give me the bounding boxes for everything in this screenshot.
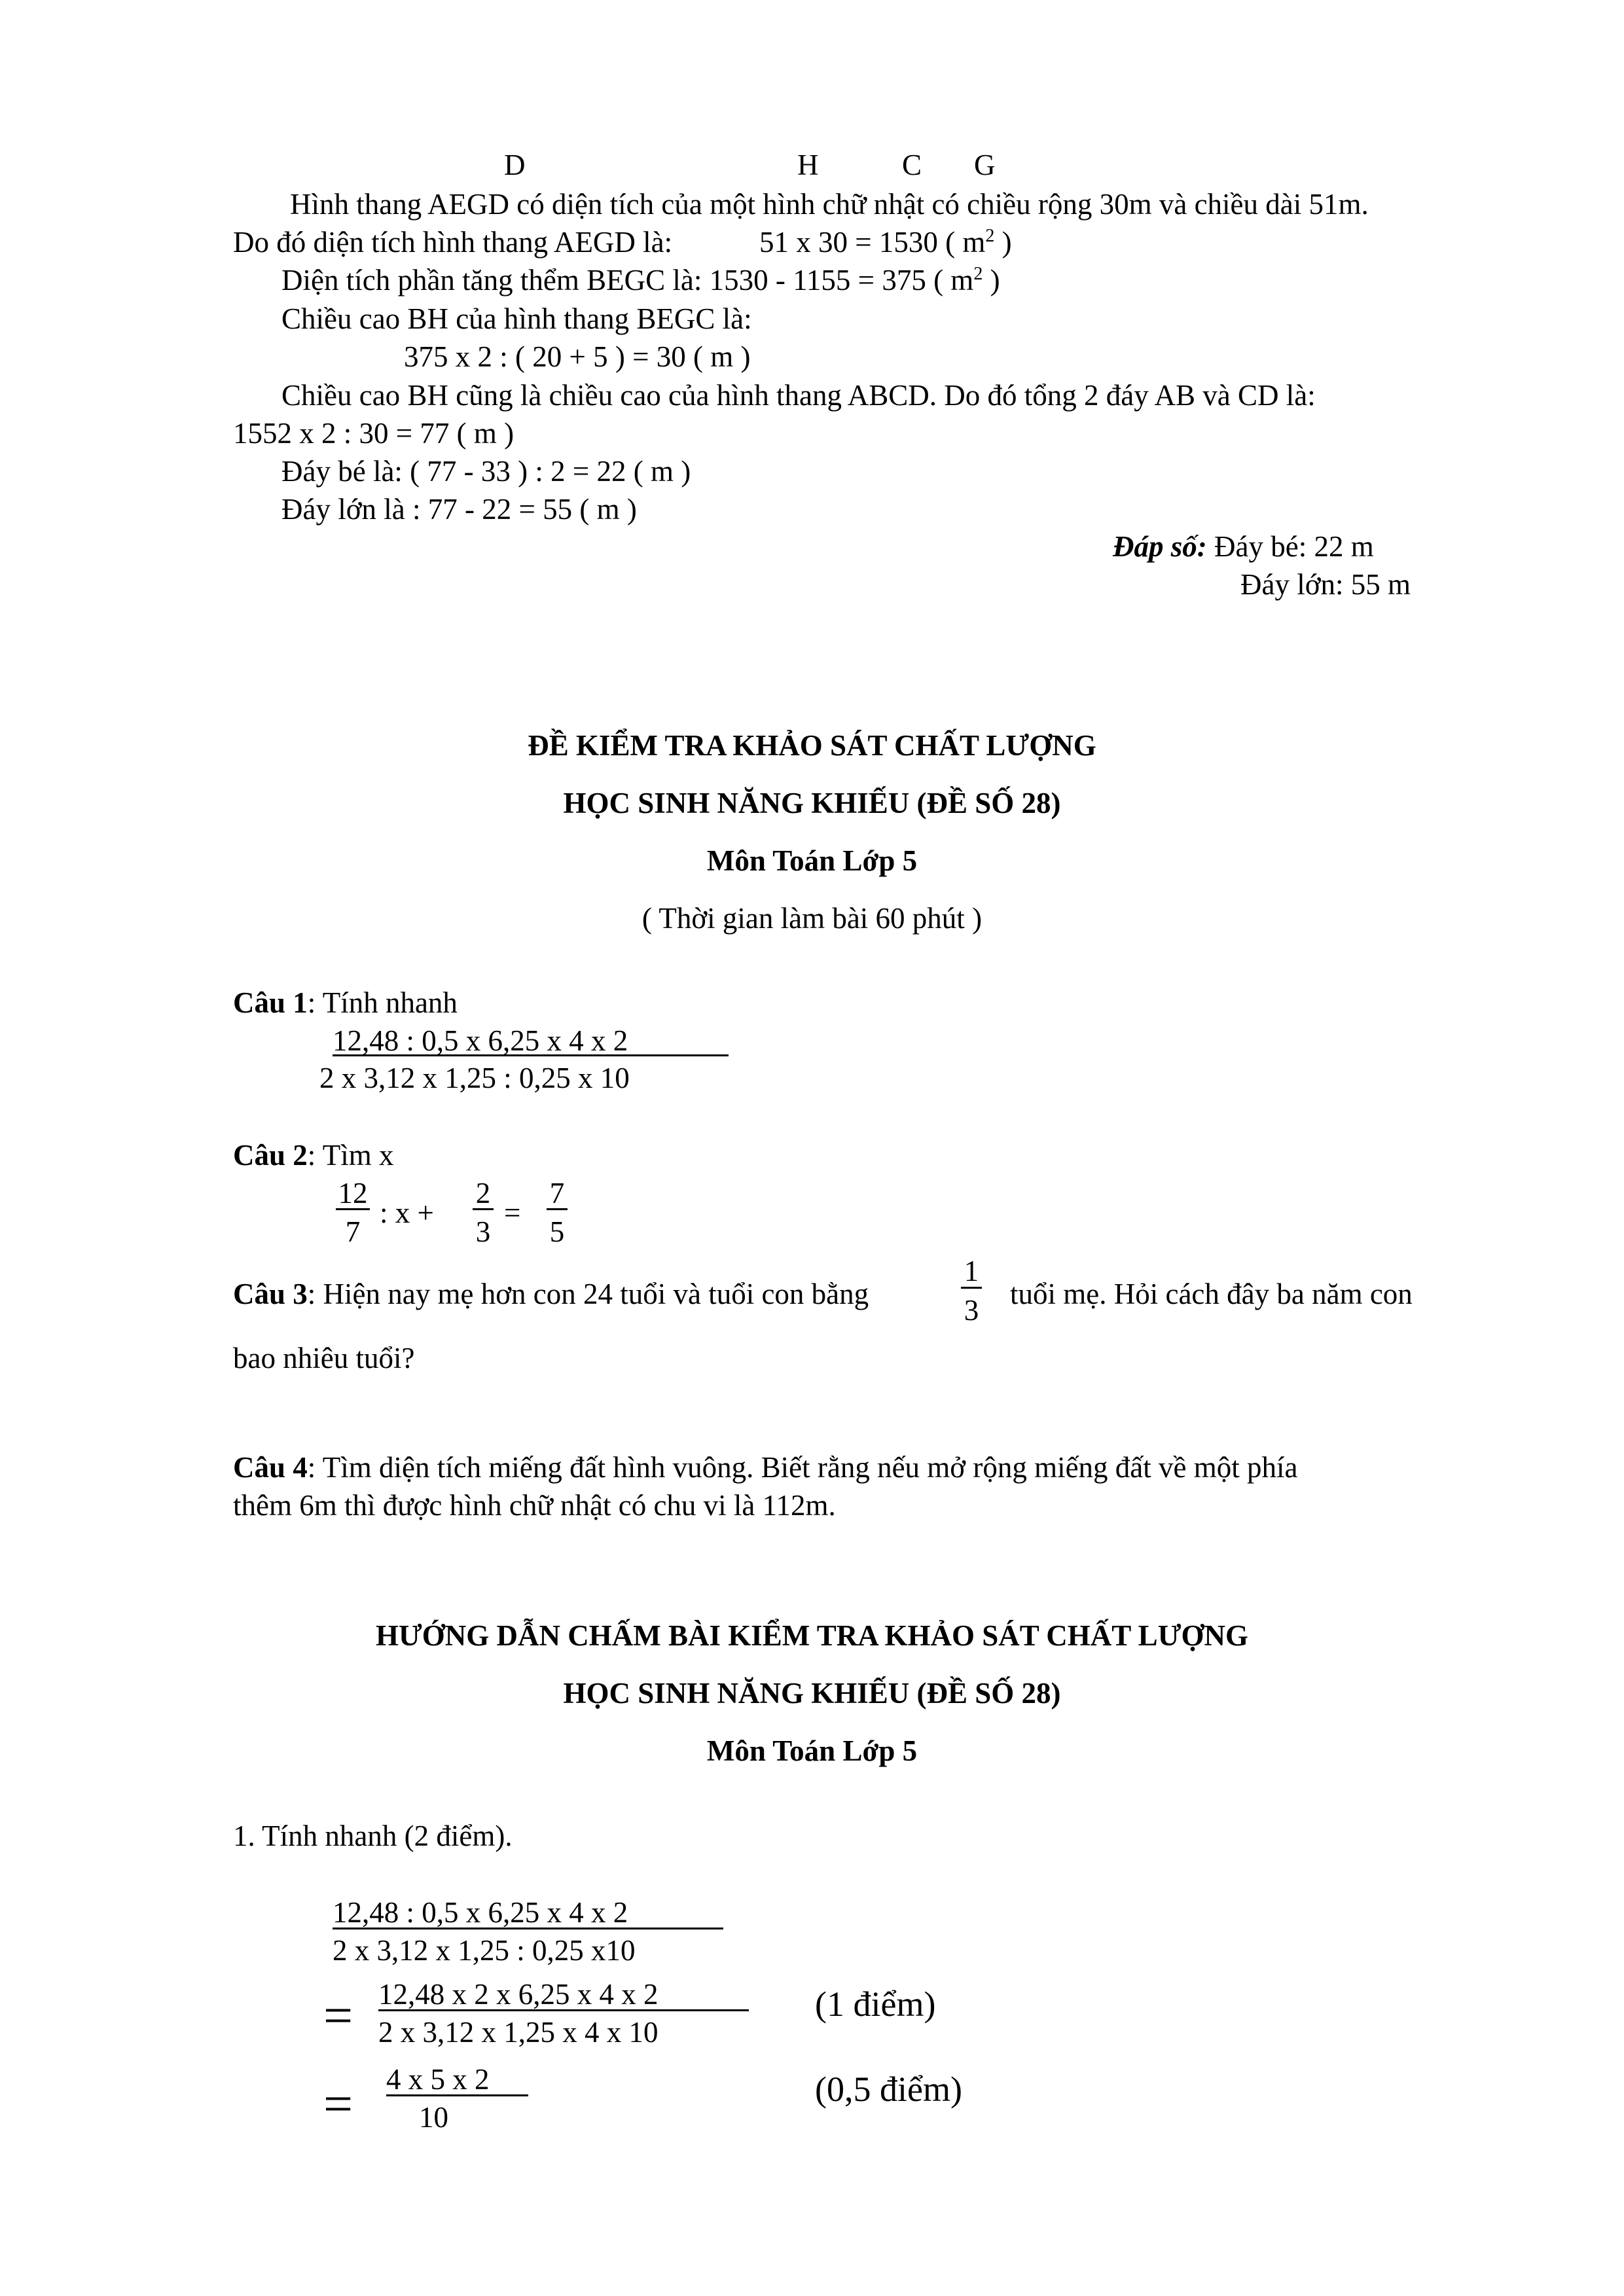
solution-line-6: Chiều cao BH cũng là chiều cao của hình thang ABCD. Do đó tổng 2 đáy AB và CD là:	[281, 379, 1316, 412]
guide-title-2: HỌC SINH NĂNG KHIẾU (ĐỀ SỐ 28)	[563, 1677, 1061, 1710]
solution-line-2: Do đó diện tích hình thang AEGD là:	[233, 226, 673, 259]
answer-line-2: Đáy lớn: 55 m	[1240, 568, 1411, 601]
q2-fraction-3-den: 5	[549, 1215, 565, 1248]
figure-label-h: H	[797, 149, 819, 181]
question-3: Câu 3: Hiện nay mẹ hơn con 24 tuổi và tuổi con bằng	[233, 1278, 869, 1310]
guide-step0-bar	[333, 1928, 723, 1929]
q3-fraction-num: 1	[964, 1255, 979, 1287]
q2-fraction-1-bar	[336, 1208, 370, 1210]
exam-subject: Môn Toán Lớp 5	[706, 844, 918, 877]
q2-equals: =	[504, 1196, 521, 1229]
figure-label-g: G	[974, 149, 996, 181]
figure-label-d: D	[504, 149, 526, 181]
solution-line-3: Diện tích phần tăng thểm BEGC là: 1530 - 1155 = 375 ( $m^2$ )	[281, 264, 1000, 296]
q2-fraction-1-den: 7	[345, 1215, 361, 1248]
solution-line-8: Đáy bé là: ( 77 - 33 ) : 2 = 22 ( m )	[281, 455, 691, 488]
solution-line-1: Hình thang AEGD có diện tích của một hình chữ nhật có chiều rộng 30m và chiều dài 51m.	[290, 188, 1369, 221]
guide-step1-numerator: 12,48 x 2 x 6,25 x 4 x 2	[378, 1978, 659, 2011]
guide-step1-denominator: 2 x 3,12 x 1,25 x 4 x 10	[378, 2016, 659, 2049]
superscript-2: 2	[985, 226, 995, 246]
q3-text-c: bao nhiêu tuổi?	[233, 1342, 415, 1374]
question-1: Câu 1: Tính nhanh	[233, 986, 458, 1019]
guide-step2-points: (0,5 điểm)	[815, 2070, 962, 2109]
solution-line-4: Chiều cao BH của hình thang BEGC là:	[281, 302, 752, 335]
guide-step1-bar	[378, 2009, 749, 2011]
guide-title-1: HƯỚNG DẪN CHẤM BÀI KIỂM TRA KHẢO SÁT CHẤT LƯỢNG	[375, 1619, 1249, 1652]
q2-fraction-3-num: 7	[549, 1177, 565, 1210]
exam-title-2: HỌC SINH NĂNG KHIẾU (ĐỀ SỐ 28)	[563, 787, 1061, 819]
superscript-2: 2	[973, 264, 983, 284]
question-label: Câu 3	[233, 1278, 308, 1310]
question-label: Câu 2	[233, 1139, 308, 1172]
q2-fraction-2-num: 2	[475, 1177, 491, 1210]
question-label: Câu 4	[233, 1451, 308, 1484]
answer-line-1: Đáp số: Đáy bé: 22 m	[1113, 530, 1374, 563]
question-4: Câu 4: Tìm diện tích miếng đất hình vuông. Biết rằng nếu mở rộng miếng đất về một phía	[233, 1451, 1298, 1484]
guide-step2-denominator: 10	[419, 2101, 448, 2134]
guide-step2-numerator: 4 x 5 x 2	[386, 2063, 490, 2096]
q4-text-b: thêm 6m thì được hình chữ nhật có chu vi là 112m.	[233, 1489, 836, 1522]
q2-fraction-2-den: 3	[475, 1215, 491, 1248]
figure-label-c: C	[902, 149, 922, 181]
q2-operator: : x +	[380, 1196, 434, 1229]
guide-step0-denominator: 2 x 3,12 x 1,25 : 0,25 x10	[333, 1934, 636, 1967]
solution-line-7: 1552 x 2 : 30 = 77 ( m )	[233, 417, 514, 450]
guide-step1-points: (1 điểm)	[815, 1984, 936, 2024]
guide-item-1: 1. Tính nhanh (2 điểm).	[233, 1820, 513, 1852]
solution-line-5: 375 x 2 : ( 20 + 5 ) = 30 ( m )	[404, 340, 751, 373]
exam-title-1: ĐỀ KIỂM TRA KHẢO SÁT CHẤT LƯỢNG	[528, 729, 1096, 762]
guide-step0-numerator: 12,48 : 0,5 x 6,25 x 4 x 2	[333, 1896, 628, 1929]
guide-step2-bar	[386, 2094, 528, 2096]
q3-fraction-den: 3	[964, 1294, 979, 1327]
q1-numerator: 12,48 : 0,5 x 6,25 x 4 x 2	[333, 1024, 628, 1057]
question-label: Câu 1	[233, 986, 308, 1019]
q3-text-b: tuổi mẹ. Hỏi cách đây ba năm con	[1010, 1278, 1413, 1310]
q2-fraction-3-bar	[547, 1208, 568, 1210]
q1-denominator: 2 x 3,12 x 1,25 : 0,25 x 10	[319, 1062, 630, 1094]
q2-fraction-1-num: 12	[338, 1177, 368, 1210]
solution-line-2-calc: 51 x 30 = 1530 ( $m^2$ )	[759, 226, 1012, 259]
question-2: Câu 2: Tìm x	[233, 1139, 394, 1172]
guide-equals-sign: =	[323, 2075, 353, 2133]
q1-fraction-bar	[333, 1054, 729, 1056]
answer-label: Đáp số:	[1113, 530, 1207, 563]
solution-line-9: Đáy lớn là : 77 - 22 = 55 ( m )	[281, 493, 637, 526]
guide-equals-sign: =	[323, 1987, 353, 2045]
exam-time: ( Thời gian làm bài 60 phút )	[641, 902, 983, 935]
guide-subject: Môn Toán Lớp 5	[706, 1734, 918, 1767]
q2-fraction-2-bar	[473, 1208, 494, 1210]
q3-fraction-bar	[961, 1287, 982, 1289]
